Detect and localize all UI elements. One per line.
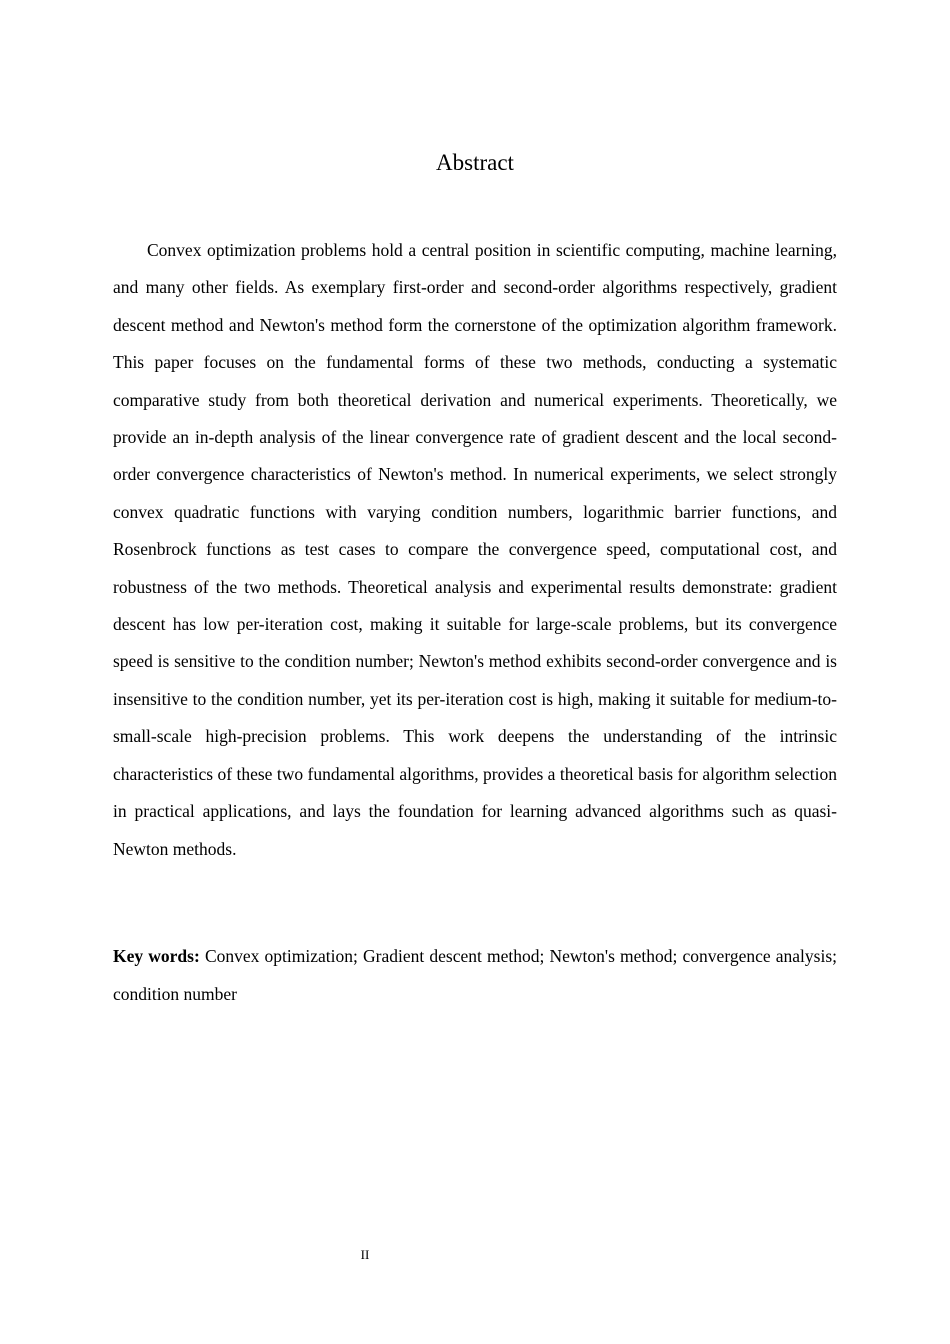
page-number: II [360, 1247, 370, 1262]
keywords-list: Convex optimization; Gradient descent method; Newton's method; convergence analysis; condition number [113, 946, 838, 1004]
abstract-title: Abstract [436, 150, 514, 175]
keywords-paragraph [113, 938, 837, 1014]
abstract-body: Convex optimization problems hold a central position in scientific computing, machine learning, and many other fields. As exemplary first-order and second-order algorithms respectively, gradient descent method and Newton's method form the cornerstone of the optimization algorithm framework. This paper focuses on the fundamental forms of these two methods, conducting a systematic comparative study from both theoretical derivation and numerical experiments. Theoretically, we provide an in-depth analysis of the linear convergence rate of gradient descent and the local second-order convergence characteristics of Newton's method. In numerical experiments, we select strongly convex quadratic functions with varying condition numbers, logarithmic barrier functions, and Rosenbrock functions as test cases to compare the convergence speed, computational cost, and robustness of the two methods. Theoretical analysis and experimental results demonstrate: gradient descent has low per-iteration cost, making it suitable for large-scale problems, but its convergence speed is sensitive to the condition number; Newton's method exhibits second-order convergence and is insensitive to the condition number, yet its per-iteration cost is high, making it suitable for medium-to-small-scale high-precision problems. This work deepens the understanding of the intrinsic characteristics of these two fundamental algorithms, provides a theoretical basis for algorithm selection in practical applications, and lays the foundation for learning advanced algorithms such as quasi-Newton methods. [113, 240, 837, 859]
keywords-label: Key words: [113, 946, 200, 966]
